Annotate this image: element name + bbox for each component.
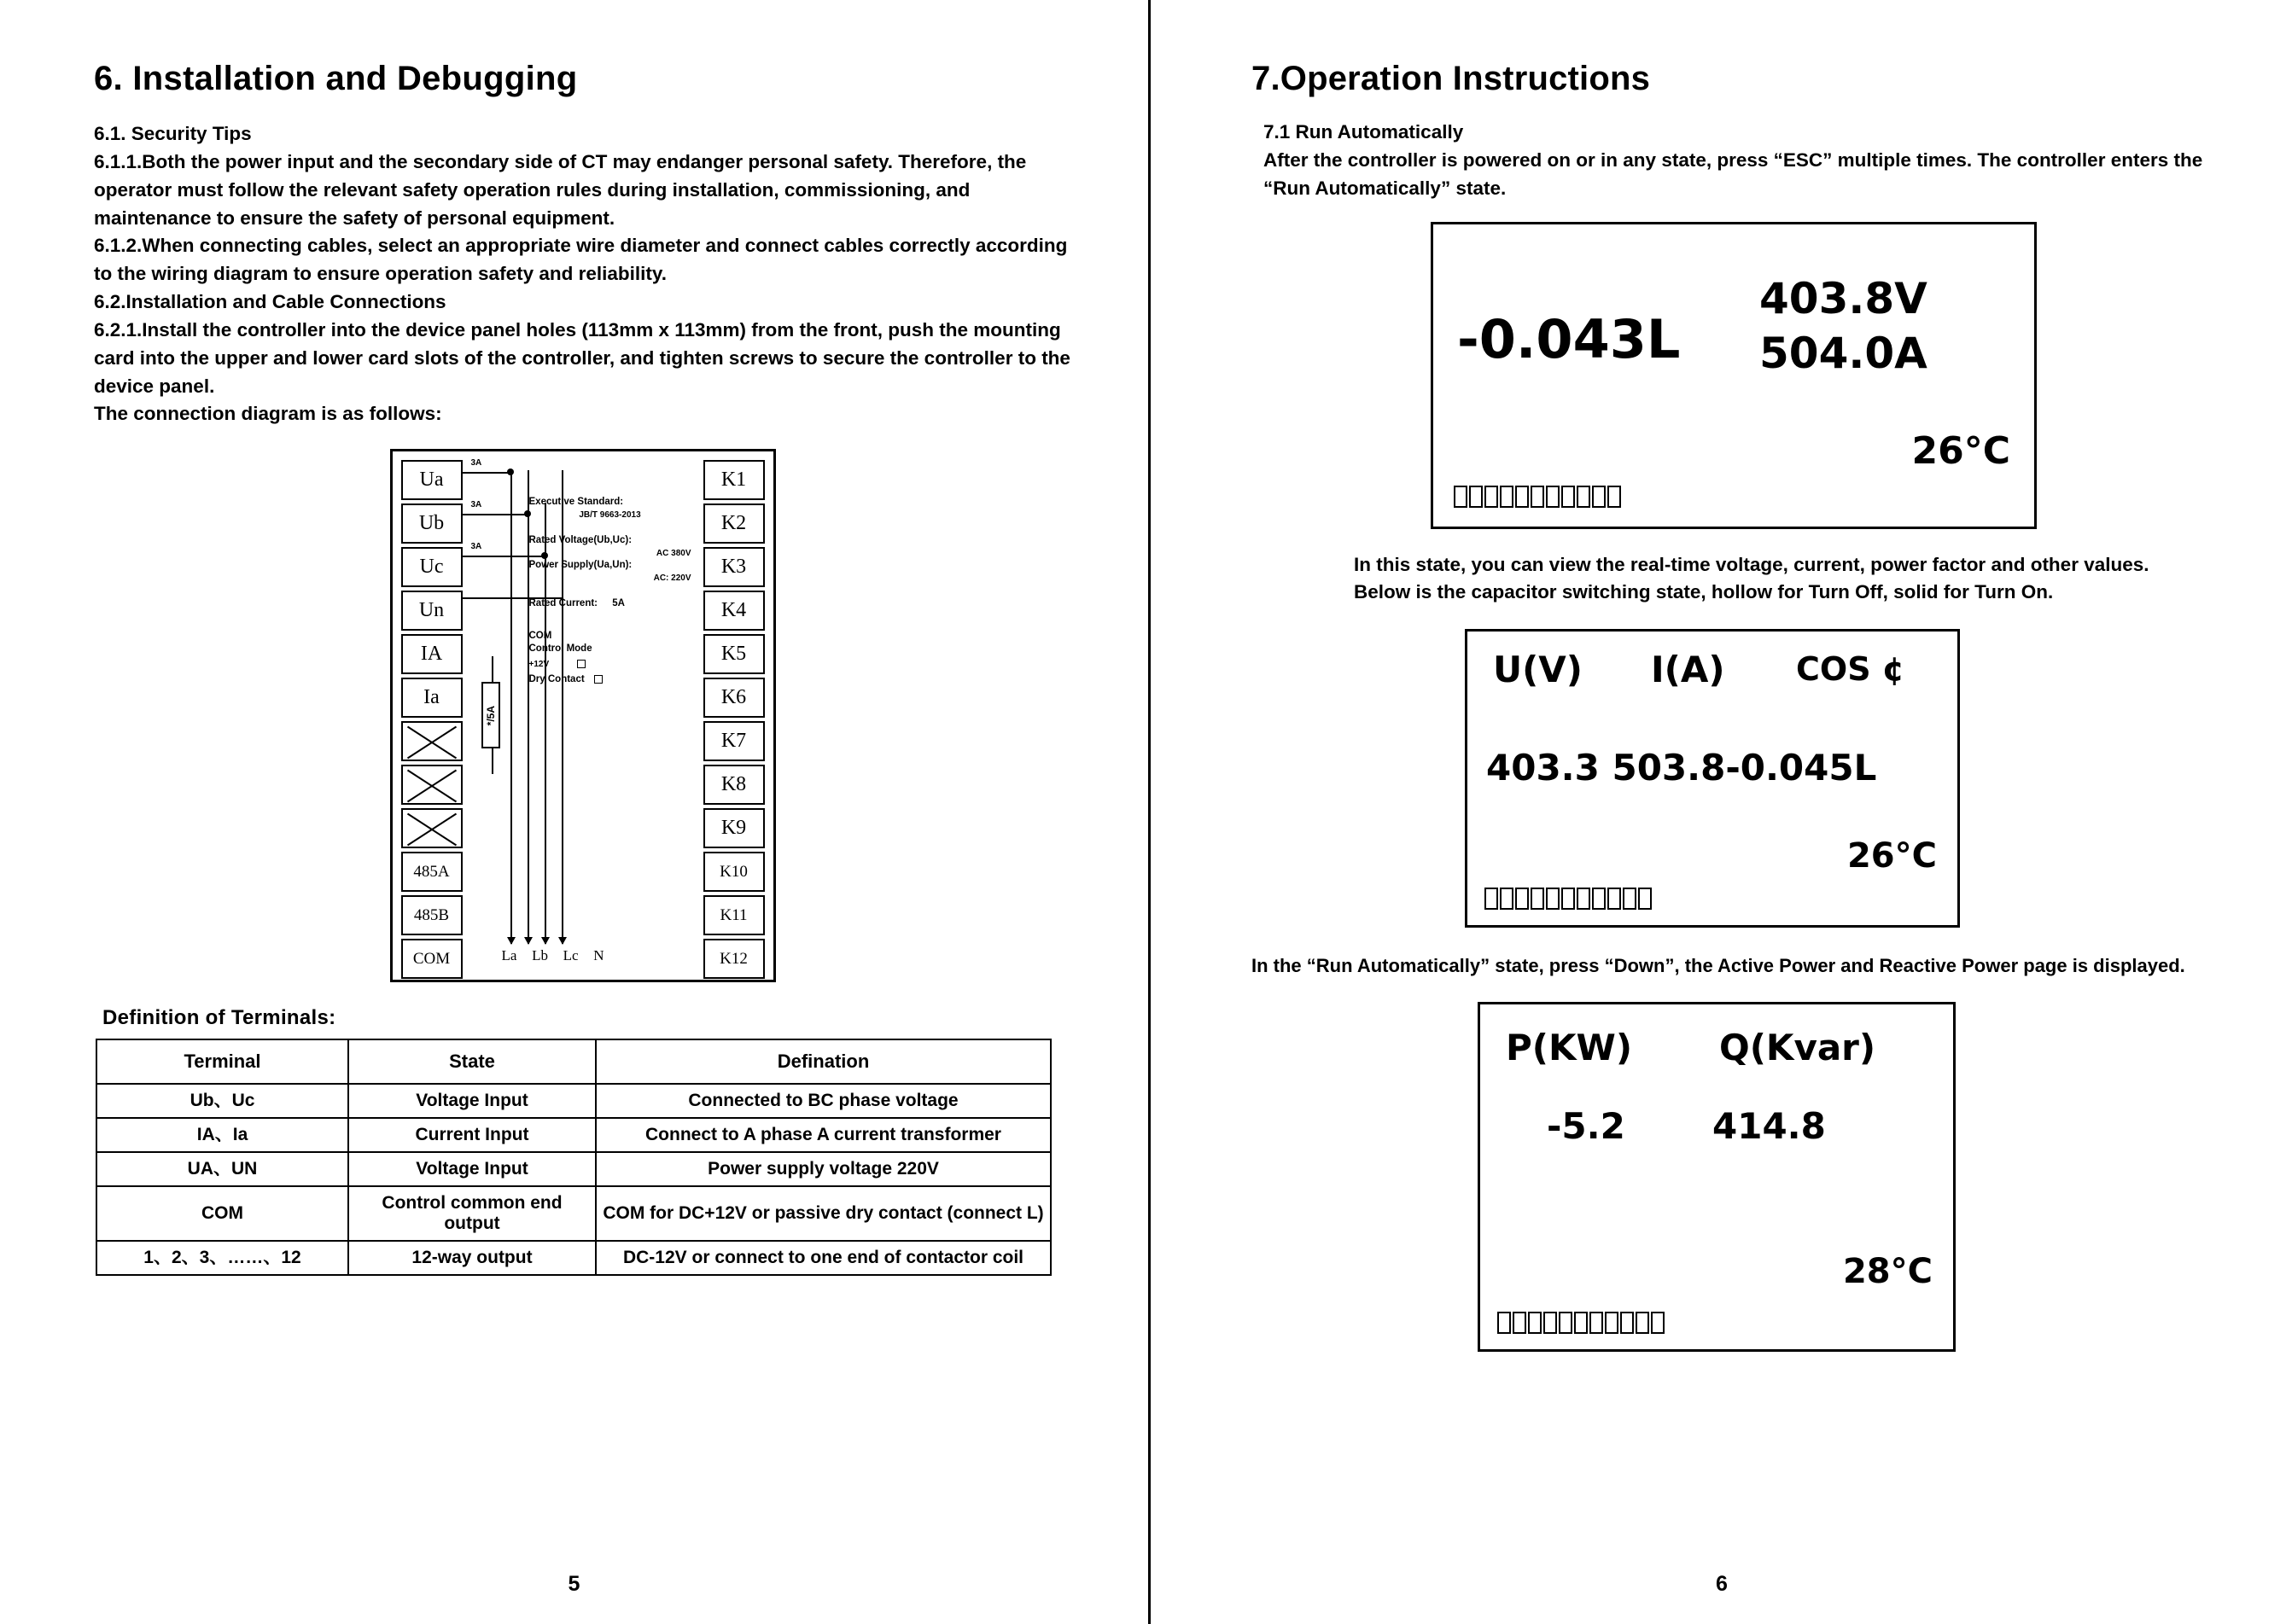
capacitor-bar	[1638, 888, 1652, 910]
lcd1-temperature: 26°C	[1911, 428, 2010, 473]
capacitor-bar	[1484, 888, 1498, 910]
terminal-table-title: Definition of Terminals:	[102, 1006, 336, 1030]
terminal-definition-table	[96, 1039, 1052, 1276]
paragraph-7-1: After the controller is powered on or in any state, press “ESC” multiple times. The controller enters the “Run Automatically” state.	[1263, 148, 2203, 199]
ct-transformer	[481, 682, 500, 748]
terminal-k8: K8	[703, 765, 765, 805]
capacitor-bar	[1528, 1312, 1542, 1334]
lcd2-header-i: I(A)	[1651, 648, 1725, 690]
heading-7-1: 7.1 Run Automatically	[1263, 121, 1464, 143]
capacitor-bar	[1607, 888, 1621, 910]
capacitor-bar	[1577, 486, 1590, 508]
capacitor-bar	[1546, 888, 1560, 910]
capacitor-bar	[1515, 486, 1529, 508]
cell-defination: Power supply voltage 220V	[596, 1152, 1051, 1186]
capacitor-bar	[1531, 888, 1544, 910]
ct-label: */5A	[484, 705, 497, 725]
note-down-key: In the “Run Automatically” state, press “Down”, the Active Power and Reactive Power page is displayed.	[1251, 954, 2185, 976]
spec-option-12v-label: +12V	[528, 659, 550, 669]
wiring-diagram	[390, 449, 776, 982]
capacitor-bar	[1559, 1312, 1572, 1334]
wire-la	[510, 470, 512, 944]
cell-terminal: Ub、Uc	[96, 1084, 348, 1118]
arrow-n	[558, 937, 567, 945]
lcd-screen-uicos	[1465, 629, 1960, 928]
lcd1-capacitor-bars	[1454, 486, 1621, 508]
terminal-ub: Ub	[401, 503, 463, 544]
arrow-la	[507, 937, 516, 945]
lcd2-capacitor-bars	[1484, 888, 1652, 910]
capacitor-bar	[1500, 888, 1513, 910]
terminal-k7: K7	[703, 721, 765, 761]
capacitor-bar	[1623, 888, 1636, 910]
lcd2-header-cos: COS ¢	[1796, 649, 1905, 688]
checkbox-12v[interactable]	[577, 660, 586, 668]
terminal-k2: K2	[703, 503, 765, 544]
lcd3-header-p: P(KW)	[1506, 1026, 1633, 1068]
phase-label-n: N	[593, 947, 604, 964]
paragraph-6-2: 6.2.Installation and Cable Connections	[94, 291, 446, 313]
cell-state: Voltage Input	[348, 1084, 596, 1118]
checkbox-dry-contact[interactable]	[594, 675, 603, 684]
capacitor-bar	[1589, 1312, 1603, 1334]
spec-control-mode-label: Control Mode	[528, 643, 592, 655]
cell-state: 12-way output	[348, 1241, 596, 1275]
cell-state: Control common end output	[348, 1186, 596, 1241]
arrow-lc	[541, 937, 550, 945]
terminal-com: COM	[401, 939, 463, 979]
capacitor-bar	[1574, 1312, 1588, 1334]
spec-rated-voltage-value: AC 380V	[656, 548, 691, 558]
terminal-k6: K6	[703, 678, 765, 718]
capacitor-bar	[1561, 486, 1575, 508]
cell-defination: Connect to A phase A current transformer	[596, 1118, 1051, 1152]
terminal-k1: K1	[703, 460, 765, 500]
terminal-k11: K11	[703, 895, 765, 935]
terminal-blank-3	[401, 808, 463, 848]
spec-power-supply-value: AC: 220V	[653, 573, 691, 583]
junction-dot-ua	[507, 469, 514, 475]
lcd1-current: 504.0A	[1759, 328, 1927, 378]
page-title-right: 7.Operation Instructions	[1251, 60, 1651, 97]
cell-state: Voltage Input	[348, 1152, 596, 1186]
left-body-text	[94, 120, 1071, 428]
capacitor-bar	[1620, 1312, 1634, 1334]
terminal-k5: K5	[703, 634, 765, 674]
wire-ub-branch	[463, 514, 528, 515]
arrow-lb	[524, 937, 533, 945]
lcd3-value-q: 414.8	[1712, 1104, 1826, 1147]
terminal-485a: 485A	[401, 852, 463, 892]
spec-rated-current-label: Rated Current:	[528, 598, 598, 609]
terminal-485b: 485B	[401, 895, 463, 935]
note-capacitor-state: In this state, you can view the real-time voltage, current, power factor and other values. Below is the capacitor switching state, hollow for Turn Off, solid for Turn On.	[1354, 553, 2149, 603]
page-title-left: 6. Installation and Debugging	[94, 60, 578, 97]
terminal-k10: K10	[703, 852, 765, 892]
table-row	[96, 1241, 1051, 1275]
terminal-k12: K12	[703, 939, 765, 979]
header-terminal: Terminal	[96, 1039, 348, 1083]
capacitor-bar	[1454, 486, 1467, 508]
ct-lead-top	[492, 656, 493, 684]
terminal-blank-2	[401, 765, 463, 805]
capacitor-bar	[1605, 1312, 1618, 1334]
spec-power-supply-label: Power Supply(Ua,Un):	[528, 560, 633, 571]
capacitor-bar	[1561, 888, 1575, 910]
capacitor-bar	[1515, 888, 1529, 910]
right-terminal-column	[703, 460, 765, 982]
terminal-blank-1	[401, 721, 463, 761]
lcd3-capacitor-bars	[1497, 1312, 1665, 1334]
capacitor-bar	[1592, 888, 1606, 910]
paragraph-6-1: 6.1. Security Tips	[94, 123, 252, 144]
capacitor-bar	[1531, 486, 1544, 508]
capacitor-bar	[1546, 486, 1560, 508]
spec-standard-value: JB/T 9663-2013	[579, 509, 641, 520]
fuse-label-3: 3A	[470, 542, 482, 552]
phase-label-lb: Lb	[532, 947, 548, 964]
right-body-text	[1251, 119, 2209, 203]
cell-terminal: COM	[96, 1186, 348, 1241]
fuse-label-1: 3A	[470, 458, 482, 469]
table-row	[96, 1152, 1051, 1186]
cell-terminal: UA、UN	[96, 1152, 348, 1186]
table-row	[96, 1186, 1051, 1241]
terminal-un: Un	[401, 591, 463, 631]
ct-lead-bottom	[492, 748, 493, 774]
capacitor-bar	[1513, 1312, 1526, 1334]
capacitor-bar	[1484, 486, 1498, 508]
wiring-diagram-wrap	[94, 449, 1071, 982]
table-row	[96, 1084, 1051, 1118]
lcd2-values: 403.3 503.8-0.045L	[1486, 746, 1877, 789]
spec-com-label: COM	[528, 630, 552, 641]
paragraph-6-1-2: 6.1.2.When connecting cables, select an appropriate wire diameter and connect cables correctly according to the wiring diagram to ensure operation safety and reliability.	[94, 235, 1068, 285]
terminal-k4: K4	[703, 591, 765, 631]
lcd2-header-u: U(V)	[1493, 648, 1583, 690]
lcd-screen-power	[1478, 1002, 1956, 1352]
capacitor-bar	[1500, 486, 1513, 508]
capacitor-bar	[1497, 1312, 1511, 1334]
phase-label-lc: Lc	[563, 947, 579, 964]
paragraph-connection-diagram: The connection diagram is as follows:	[94, 403, 442, 425]
cell-terminal: IA、Ia	[96, 1118, 348, 1152]
cell-defination: COM for DC+12V or passive dry contact (connect L)	[596, 1186, 1051, 1241]
cell-defination: Connected to BC phase voltage	[596, 1084, 1051, 1118]
paragraph-6-2-1: 6.2.1.Install the controller into the device panel holes (113mm x 113mm) from the front, push the mounting card into the upper and lower card slots of the controller, and tighten screws to secure the controller to the device panel.	[94, 318, 1070, 397]
cell-defination: DC-12V or connect to one end of contactor coil	[596, 1241, 1051, 1275]
capacitor-bar	[1636, 1312, 1649, 1334]
capacitor-bar	[1651, 1312, 1665, 1334]
page-number-right: 6	[1716, 1572, 1728, 1596]
terminal-ua: Ua	[401, 460, 463, 500]
capacitor-bar	[1469, 486, 1483, 508]
lcd3-value-p: -5.2	[1547, 1104, 1625, 1147]
page-number-left: 5	[568, 1572, 580, 1596]
capacitor-bar	[1592, 486, 1606, 508]
terminal-ia-upper: IA	[401, 634, 463, 674]
capacitor-bar	[1607, 486, 1621, 508]
spec-rated-voltage-label: Rated Voltage(Ub,Uc):	[528, 535, 633, 546]
terminal-uc: Uc	[401, 547, 463, 587]
spec-rated-current-value: 5A	[612, 598, 625, 609]
header-defination: Defination	[596, 1039, 1051, 1083]
spec-option-dry-label: Dry Contact	[528, 674, 585, 685]
terminal-k3: K3	[703, 547, 765, 587]
paragraph-6-1-1: 6.1.1.Both the power input and the secondary side of CT may endanger personal safety. Therefore, the operator must follow the relevant safety operation rules during installation, commissioning, and maintenance to ensure the safety of personal equipment.	[94, 150, 1027, 229]
lcd1-voltage: 403.8V	[1759, 273, 1927, 323]
phase-label-la: La	[501, 947, 517, 964]
cell-terminal: 1、2、3、……、12	[96, 1241, 348, 1275]
table-row	[96, 1118, 1051, 1152]
left-terminal-column	[401, 460, 463, 982]
lcd3-header-q: Q(Kvar)	[1719, 1026, 1876, 1068]
terminal-k9: K9	[703, 808, 765, 848]
phase-label-row	[502, 947, 604, 964]
header-state: State	[348, 1039, 596, 1083]
terminal-ia-lower: Ia	[401, 678, 463, 718]
spec-block	[529, 496, 691, 687]
page-right	[1158, 0, 2286, 1624]
spec-standard-label: Executive Standard:	[528, 497, 624, 508]
lcd1-power-factor: -0.043L	[1457, 307, 1681, 370]
capacitor-bar	[1577, 888, 1590, 910]
lcd2-temperature: 26°C	[1846, 835, 1937, 876]
cell-state: Current Input	[348, 1118, 596, 1152]
lcd3-temperature: 28°C	[1842, 1251, 1933, 1291]
capacitor-bar	[1543, 1312, 1557, 1334]
table-header-row	[96, 1039, 1051, 1083]
wire-ua-branch	[463, 472, 510, 474]
fuse-label-2: 3A	[470, 500, 482, 510]
lcd-screen-run-automatically	[1431, 222, 2037, 529]
